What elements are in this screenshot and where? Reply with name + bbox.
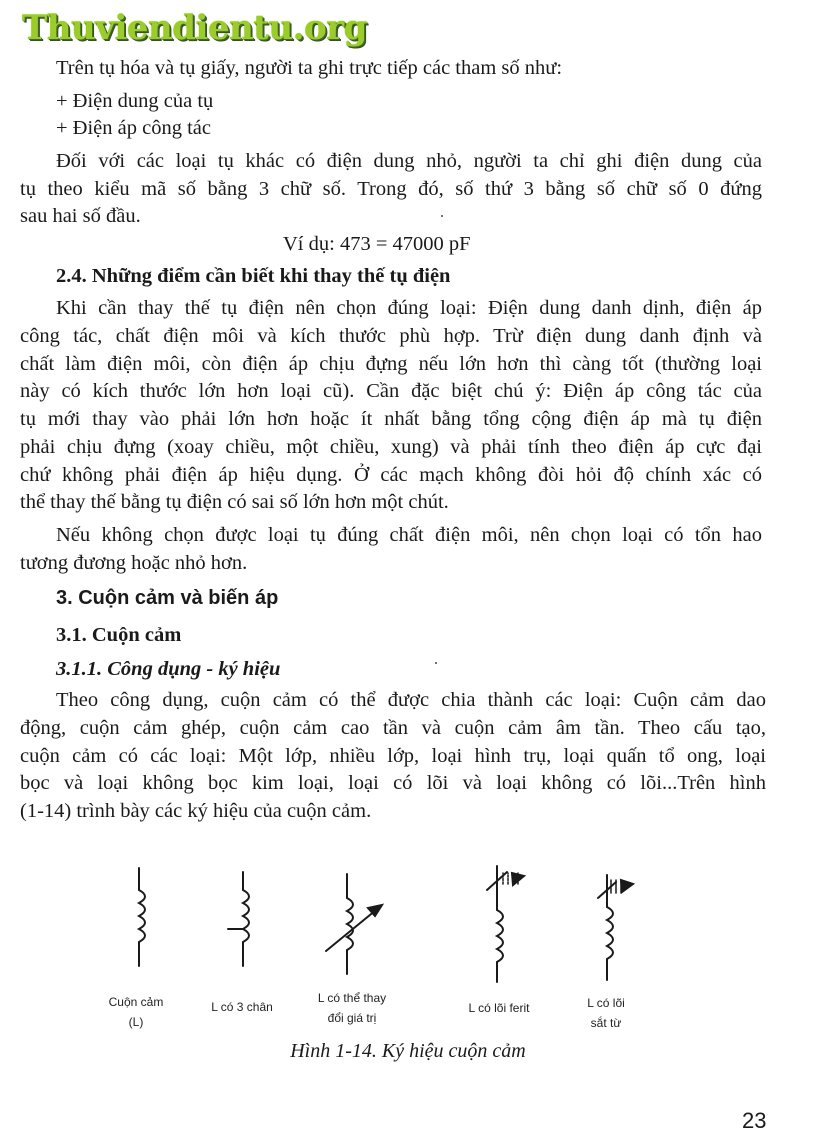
bullet-item: + Điện dung của tụ <box>56 90 214 112</box>
paragraph-line: sau hai số đầu. <box>20 205 141 227</box>
paragraph-line: Theo công dụng, cuộn cảm có thể được chia thành các loại: Cuộn cảm dao <box>56 689 766 711</box>
section-heading-2-4: 2.4. Những điểm cần biết khi thay thế tụ điện <box>56 265 451 287</box>
figure-caption: Hình 1-14. Ký hiệu cuộn cảm <box>290 1040 526 1062</box>
example-line: Ví dụ: 473 = 47000 pF <box>283 233 471 255</box>
bullet-item: + Điện áp công tác <box>56 117 212 139</box>
iron-core-inductor-symbol <box>598 875 633 980</box>
paragraph-line: động, cuộn cảm ghép, cuộn cảm cao tần và cuộn cảm âm tần. Theo cấu tạo, <box>20 717 766 739</box>
label-three-pin-inductor: L có 3 chân <box>211 1000 273 1014</box>
label-iron-core-inductor: L có lõi sắt từ <box>587 996 625 1030</box>
paragraph-line: bọc và loại không bọc kim loại, loại có lõi và loại không có lõi...Trên hình <box>20 772 766 794</box>
paragraph-line: phải chịu đựng (xoay chiều, một chiều, xung) và phải tính theo điện áp cực đại <box>20 436 762 458</box>
paragraph-line: Trên tụ hóa và tụ giấy, người ta ghi trực tiếp các tham số như: <box>56 57 563 79</box>
label-variable-inductor: L có thể thay đổi giá trị <box>317 991 387 1025</box>
paragraph-line: tụ theo kiểu mã số bằng 3 chữ số. Trong đó, số thứ 3 bằng số chữ số 0 đứng <box>20 178 762 200</box>
scan-speck <box>435 662 437 664</box>
site-logo: Thuviendientu.org <box>22 8 367 48</box>
scan-speck <box>441 215 443 217</box>
paragraph-line: Nếu không chọn được loại tụ đúng chất điện môi, nên chọn loại có tổn hao <box>56 524 762 546</box>
inductor-three-pin-symbol <box>228 872 249 966</box>
paragraph-line: này có kích thước lớn hơn loại cũ). Cần đặc biệt chú ý: Điện áp công tác của <box>20 380 762 402</box>
paragraph-line: tụ mới thay vào phải lớn hơn hoặc ít nhất bằng tổng cộng điện áp mà tụ điện <box>20 408 762 430</box>
label-plain-inductor: Cuộn cảm (L) <box>108 995 164 1029</box>
paragraph-line: Khi cần thay thế tụ điện nên chọn đúng loại: Điện dung danh dịnh, điện áp <box>56 297 762 319</box>
paragraph-line: (1-14) trình bày các ký hiệu của cuộn cảm. <box>20 800 372 822</box>
paragraph-line: chất làm điện môi, còn điện áp chịu đựng nếu lớn hơn thì càng tốt (thường loại <box>20 353 762 375</box>
paragraph-line: tương đương hoặc nhỏ hơn. <box>20 552 248 574</box>
variable-inductor-symbol <box>326 874 382 974</box>
paragraph-line: cuộn cảm có các loại: Một lớp, nhiều lớp, loại hình trụ, loại quấn tổ ong, loại <box>20 745 766 767</box>
section-heading-3-1: 3.1. Cuộn cảm <box>56 624 182 646</box>
inductor-symbol <box>139 868 145 966</box>
paragraph-line: chứ không phải điện áp hiệu dụng. Ở các mạch không đòi hỏi độ chính xác có <box>20 464 762 486</box>
section-heading-3-1-1: 3.1.1. Công dụng - ký hiệu <box>56 658 281 680</box>
ferrite-core-inductor-symbol <box>487 866 524 982</box>
paragraph-line: Đối với các loại tụ khác có điện dung nhỏ, người ta chỉ ghi điện dung của <box>56 150 762 172</box>
section-heading-3: 3. Cuộn cảm và biến áp <box>56 587 279 609</box>
label-ferrite-inductor: L có lõi ferit <box>468 1001 530 1015</box>
paragraph-line: thể thay thế bằng tụ điện có sai số lớn hơn một chút. <box>20 491 449 513</box>
paragraph-line: công tác, chất điện môi và kích thước phù hợp. Trừ điện dung danh định và <box>20 325 762 347</box>
page-number: 23 <box>742 1108 767 1133</box>
